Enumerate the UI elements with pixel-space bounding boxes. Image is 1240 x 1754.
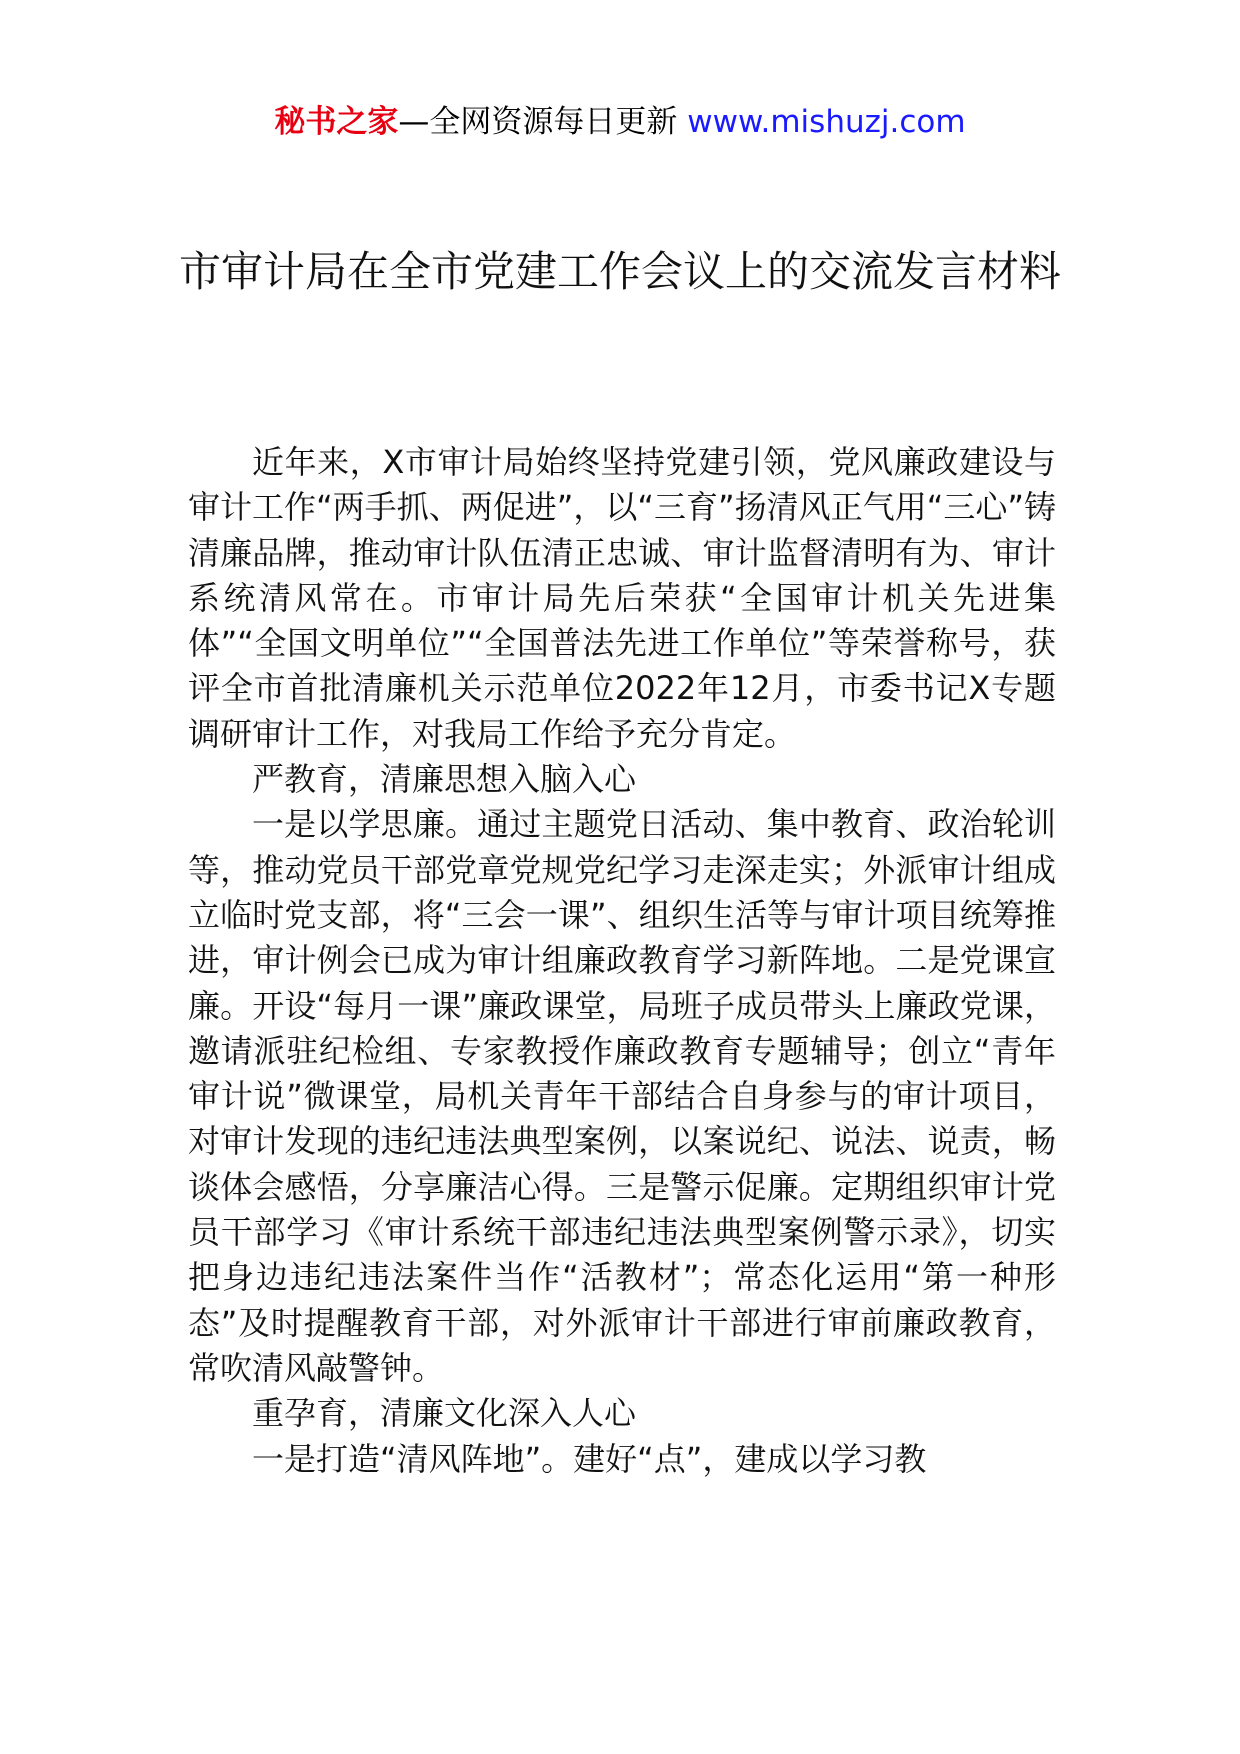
section-heading-education: 严教育，清廉思想入脑入心 (252, 760, 637, 799)
site-brand: 秘书之家 (274, 104, 399, 140)
intro-paragraph: 近年来，X市审计局始终坚持党建引领，党风廉政建设与审计工作“两手抓、两促进”，以“三育”扬清风正气用“三心”铸清廉品牌，推动审计队伍清正忠诚、审计监督清明有为、审计系统清风常在。市审计局先后荣获“全国审计机关先进集体”“全国文明单位”“全国普法先进工作单位”等荣誉称号，获评全市首批清廉机关示范单位2022年12月，市委书记X专题调研审计工作，对我局工作给予充分肯定。 (188, 443, 1056, 753)
document-body (188, 440, 1056, 1482)
section-paragraph-culture: 一是打造“清风阵地”。建好“点”，建成以学习教 (252, 1439, 927, 1478)
site-tagline: —全网资源每日更新 (398, 104, 678, 140)
site-header (0, 100, 1240, 144)
section-paragraph-education: 一是以学思廉。通过主题党日活动、集中教育、政治轮训等，推动党员干部党章党规党纪学习走深走实；外派审计组成立临时党支部，将“三会一课”、组织生活等与审计项目统筹推进，审计例会已成为审计组廉政教育学习新阵地。二是党课宣廉。开设“每月一课”廉政课堂，局班子成员带头上廉政党课，邀请派驻纪检组、专家教授作廉政教育专题辅导；创立“青年审计说”微课堂，局机关青年干部结合自身参与的审计项目，对审计发现的违纪违法典型案例，以案说纪、说法、说责，畅谈体会感悟，分享廉洁心得。三是警示促廉。定期组织审计党员干部学习《审计系统干部违纪违法典型案例警示录》，切实把身边违纪违法案件当作“活教材”；常态化运用“第一种形态”及时提醒教育干部，对外派审计干部进行审前廉政教育，常吹清风敲警钟。 (188, 805, 1056, 1387)
section-heading-culture: 重孕育，清廉文化深入人心 (252, 1394, 637, 1433)
site-url-link[interactable]: www.mishuzj.com (687, 104, 966, 140)
document-title: 市审计局在全市党建工作会议上的交流发言材料 (178, 247, 1061, 296)
